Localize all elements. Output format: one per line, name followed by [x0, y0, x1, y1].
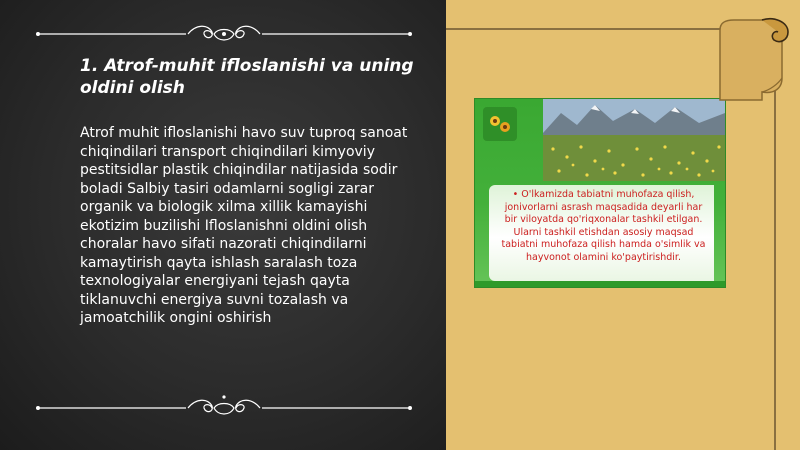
bottom-ornament-divider: [36, 392, 412, 416]
flower-tab-icon: [481, 105, 521, 145]
slide-body-text: Atrof muhit ifloslanishi havo suv tuproq sanoat chiqindilari transport chiqindilari kimyoviy pestitsidlar plastik chiqindilar natijasida sodir boladi Salbiy tasiri odamlarni sogligi zarar organik va biologik xilma xillik kamayishi ekotizim buzilishi Ifloslanishni oldini olish choralar havo sifati nazorati chiqindilarni kamaytirish qayta ishlash saralash toza texnologiyalar energiyani tejash qayta tiklanuvchi energiya suvni tozalash va jamoatchilik ongini oshirish: [80, 125, 408, 326]
meadow-mountains-photo: [543, 99, 725, 181]
picture-caption-text: • O'lkamizda tabiatni muhofaza qilish, jonivorlarni asrash maqsadida deyarli har bir viloyatda qo'riqxonalar tashkil etilgan. Ularni tashkil etishdan asosiy maqsad tabiatni muhofaza qilish hamda o'simlik va hayvonot olamini ko'paytirishdir.: [501, 189, 706, 263]
picture-bottom-stripe: [475, 281, 725, 287]
top-ornament-divider: [36, 22, 412, 46]
picture-caption-box: [489, 185, 714, 281]
nature-reserve-picture: [475, 99, 725, 287]
scroll-curl-decoration: [712, 16, 792, 102]
slide-title: 1. Atrof-muhit ifloslanishi va uning oldini olish: [80, 56, 414, 98]
